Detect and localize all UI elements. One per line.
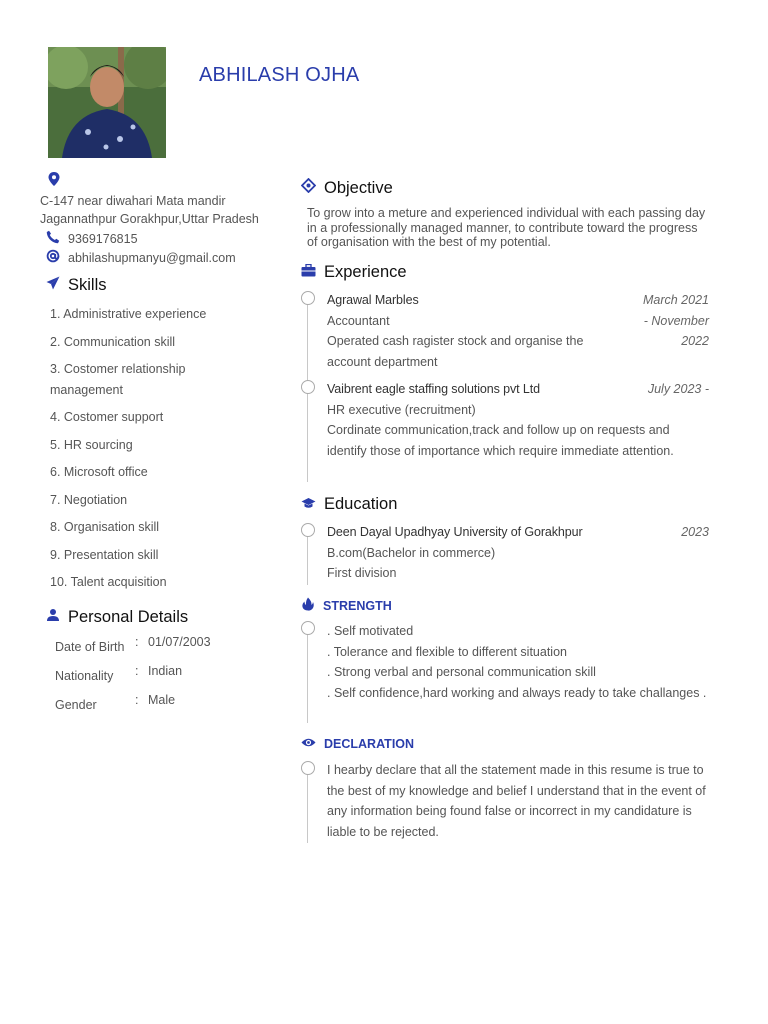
briefcase-icon xyxy=(301,263,324,282)
phone-row xyxy=(46,230,138,247)
timeline-dot xyxy=(301,291,315,305)
declaration-title: DECLARATION xyxy=(324,737,415,751)
education-timeline xyxy=(307,530,308,585)
candidate-name: ABHILASH OJHA xyxy=(199,64,360,86)
skills-title: Skills xyxy=(68,276,107,294)
timeline-dot xyxy=(301,380,315,394)
paper-plane-icon xyxy=(46,276,68,295)
list-item: 9. Presentation skill xyxy=(50,547,159,562)
personal-details-title: Personal Details xyxy=(68,608,189,626)
education-title: Education xyxy=(324,495,398,513)
experience-entry-1 xyxy=(327,290,709,372)
objective-title: Objective xyxy=(324,178,393,197)
declaration-text: I hearby declare that all the statement made in this resume is true to the best of my knowledge and belief I understand that in the event of any information being found false or incorrect in my candidature is liable to be rejected. xyxy=(327,763,706,839)
at-sign-icon xyxy=(46,249,68,266)
objective-heading xyxy=(301,178,393,198)
nationality-row xyxy=(55,664,183,683)
result: First division xyxy=(327,566,397,580)
list-item: . Self confidence,hard working and always ready to take challanges . xyxy=(327,685,707,700)
job-description: Cordinate communication,track and follow up on requests and identify those of importance which require immediate attention. xyxy=(327,423,674,458)
list-item: 1. Administrative experience xyxy=(50,307,207,321)
declaration-heading xyxy=(301,737,414,751)
location-pin-icon xyxy=(48,172,60,191)
strength-heading xyxy=(301,597,392,614)
university-name: Deen Dayal Upadhyay University of Gorakhpur xyxy=(327,525,583,539)
skills-heading xyxy=(46,276,107,295)
nationality-label: Nationality xyxy=(55,669,114,683)
experience-heading xyxy=(301,263,407,282)
dob-value: 01/07/2003 xyxy=(148,635,211,649)
job-role: HR executive (recruitment) xyxy=(327,402,476,417)
gender-row xyxy=(55,693,176,712)
degree: B.com(Bachelor in commerce) xyxy=(327,545,496,560)
strength-title: STRENGTH xyxy=(323,598,392,613)
colon: : xyxy=(135,664,139,678)
phone-number: 9369176815 xyxy=(68,231,138,246)
address: C-147 near diwahari Mata mandir Jagannathpur Gorakhpur,Uttar Pradesh xyxy=(40,194,259,226)
target-icon xyxy=(301,178,324,198)
dob-label: Date of Birth xyxy=(55,640,125,654)
list-item: . Strong verbal and personal communication skill xyxy=(327,665,596,679)
phone-icon xyxy=(46,230,68,247)
graduation-year: 2023 xyxy=(681,525,709,539)
email-row xyxy=(46,249,236,266)
timeline-dot xyxy=(301,621,315,635)
list-item: 4. Costomer support xyxy=(50,410,164,424)
nationality-value: Indian xyxy=(148,664,183,678)
experience-entry-2 xyxy=(327,379,709,461)
colon: : xyxy=(135,635,139,649)
list-item: 2. Communication skill xyxy=(50,334,176,349)
list-item: 6. Microsoft office xyxy=(50,465,148,479)
user-icon xyxy=(46,608,68,627)
timeline-dot xyxy=(301,523,315,537)
list-item: 10. Talent acquisition xyxy=(50,575,167,589)
date: 2022 xyxy=(681,334,709,348)
list-item: 7. Negotiation xyxy=(50,492,128,507)
experience-title: Experience xyxy=(324,263,407,281)
list-item: 8. Organisation skill xyxy=(50,520,160,534)
profile-photo-image xyxy=(48,47,166,158)
company-name: Vaibrent eagle staffing solutions pvt Ltd xyxy=(327,382,540,396)
date: - November xyxy=(643,313,709,328)
strength-timeline xyxy=(307,628,308,723)
list-item: . Tolerance and flexible to different situation xyxy=(327,644,567,659)
email-address: abhilashupmanyu@gmail.com xyxy=(68,250,236,265)
date: March 2021 xyxy=(642,293,709,307)
profile-photo xyxy=(48,47,166,158)
flame-icon xyxy=(301,597,323,614)
declaration-entry xyxy=(327,760,709,842)
dob-row xyxy=(55,635,211,654)
strength-list xyxy=(327,621,709,703)
colon: : xyxy=(135,693,139,707)
education-heading xyxy=(301,495,397,514)
eye-icon xyxy=(301,737,324,751)
job-role: Accountant xyxy=(327,313,390,328)
list-item: . Self motivated xyxy=(327,624,414,638)
graduation-cap-icon xyxy=(301,495,324,514)
education-entry xyxy=(327,522,709,584)
declaration-timeline xyxy=(307,768,308,843)
timeline-dot xyxy=(301,761,315,775)
skills-list xyxy=(50,304,250,600)
job-description: Operated cash ragister stock and organise the account department xyxy=(327,334,584,369)
gender-value: Male xyxy=(148,693,176,707)
date: July 2023 - xyxy=(647,382,709,396)
list-item: 5. HR sourcing xyxy=(50,437,133,452)
objective-text: To grow into a meture and experienced individual with each passing day in a professionally managed manner, to contribute toward the progress of organisation with the best of my potential. xyxy=(307,206,706,249)
personal-details-heading xyxy=(46,608,188,627)
gender-label: Gender xyxy=(55,698,97,712)
list-item: 3. Costomer relationship management xyxy=(50,362,186,397)
company-name: Agrawal Marbles xyxy=(327,293,419,307)
